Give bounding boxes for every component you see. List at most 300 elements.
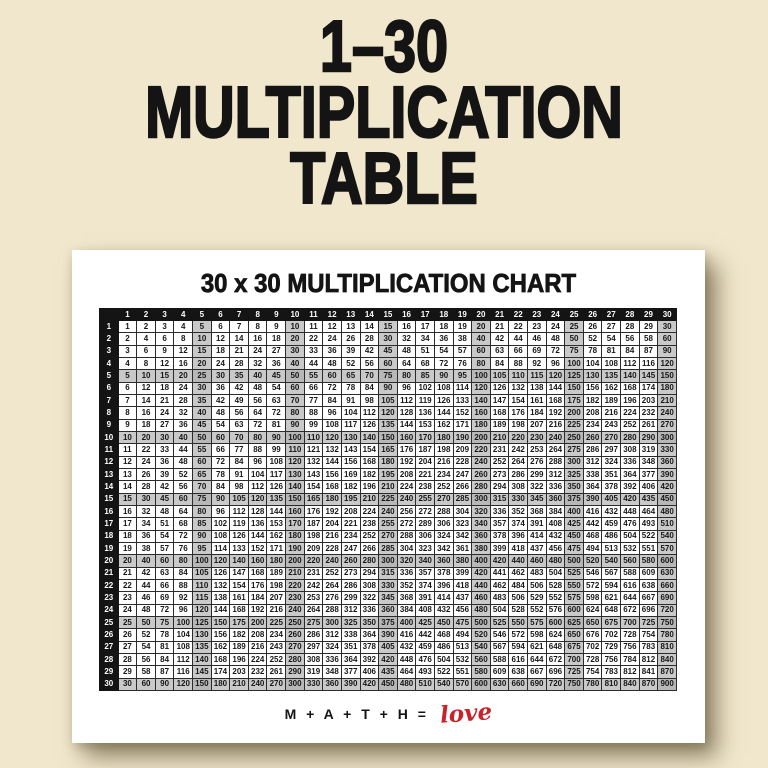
product-cell: 14: [137, 394, 156, 406]
product-cell: 60: [286, 382, 305, 394]
product-cell: 260: [583, 431, 602, 443]
product-cell: 28: [230, 357, 249, 369]
product-cell: 154: [230, 579, 249, 591]
product-cell: 600: [658, 555, 677, 567]
product-cell: 121: [304, 444, 323, 456]
product-cell: 522: [639, 530, 658, 542]
product-cell: 54: [434, 345, 453, 357]
product-cell: 15: [379, 321, 398, 333]
row-header: 5: [100, 370, 119, 382]
product-cell: 270: [602, 431, 621, 443]
product-cell: 57: [155, 542, 174, 554]
product-cell: 180: [472, 419, 491, 431]
product-cell: 405: [602, 493, 621, 505]
col-header: 26: [583, 309, 602, 321]
product-cell: 594: [602, 579, 621, 591]
product-cell: 510: [658, 518, 677, 530]
product-cell: 273: [341, 567, 360, 579]
product-cell: 26: [118, 629, 137, 641]
product-cell: 39: [155, 468, 174, 480]
product-cell: 225: [267, 616, 286, 628]
product-cell: 14: [360, 321, 379, 333]
product-cell: 176: [248, 579, 267, 591]
product-cell: 330: [304, 678, 323, 690]
product-cell: 750: [658, 616, 677, 628]
product-cell: 192: [248, 604, 267, 616]
product-cell: 63: [490, 345, 509, 357]
product-cell: 116: [639, 357, 658, 369]
product-cell: 108: [434, 382, 453, 394]
product-cell: 476: [621, 518, 640, 530]
table-row: [100, 431, 677, 443]
product-cell: 294: [360, 567, 379, 579]
row-header: 8: [100, 407, 119, 419]
col-header: 21: [490, 309, 509, 321]
product-cell: 390: [658, 468, 677, 480]
product-cell: 34: [137, 518, 156, 530]
product-cell: 126: [360, 419, 379, 431]
product-cell: 64: [174, 505, 193, 517]
product-cell: 48: [546, 333, 565, 345]
product-cell: 810: [602, 678, 621, 690]
product-cell: 207: [267, 592, 286, 604]
product-cell: 196: [230, 653, 249, 665]
product-cell: 108: [211, 530, 230, 542]
product-cell: 378: [602, 481, 621, 493]
product-cell: 58: [137, 666, 156, 678]
product-cell: 27: [267, 345, 286, 357]
product-cell: 81: [602, 345, 621, 357]
product-cell: 30: [193, 382, 212, 394]
product-cell: 96: [546, 357, 565, 369]
product-cell: 312: [583, 456, 602, 468]
product-cell: 308: [360, 579, 379, 591]
product-cell: 540: [434, 678, 453, 690]
product-cell: 780: [583, 678, 602, 690]
row-header: 28: [100, 653, 119, 665]
product-cell: 21: [230, 345, 249, 357]
product-cell: 78: [211, 468, 230, 480]
product-cell: 391: [416, 592, 435, 604]
product-cell: 30: [118, 678, 137, 690]
product-cell: 546: [490, 629, 509, 641]
product-cell: 30: [379, 333, 398, 345]
product-cell: 98: [230, 481, 249, 493]
product-cell: 136: [248, 518, 267, 530]
product-cell: 38: [453, 333, 472, 345]
row-header: 13: [100, 468, 119, 480]
product-cell: 50: [565, 333, 584, 345]
product-cell: 210: [379, 481, 398, 493]
col-header: 25: [565, 309, 584, 321]
product-cell: 480: [546, 555, 565, 567]
product-cell: 144: [323, 456, 342, 468]
product-cell: 176: [304, 505, 323, 517]
product-cell: 120: [546, 370, 565, 382]
product-cell: 322: [528, 481, 547, 493]
col-header: 1: [118, 309, 137, 321]
product-cell: 120: [286, 456, 305, 468]
product-cell: 135: [379, 419, 398, 431]
product-cell: 69: [528, 345, 547, 357]
product-cell: 154: [509, 394, 528, 406]
product-cell: 264: [546, 444, 565, 456]
product-cell: 442: [583, 518, 602, 530]
table-row: [100, 629, 677, 641]
product-cell: 448: [397, 653, 416, 665]
product-cell: 60: [155, 555, 174, 567]
product-cell: 84: [490, 357, 509, 369]
product-cell: 325: [341, 616, 360, 628]
product-cell: 66: [304, 382, 323, 394]
product-cell: 750: [565, 678, 584, 690]
product-cell: 221: [341, 518, 360, 530]
product-cell: 570: [658, 542, 677, 554]
col-header: 23: [528, 309, 547, 321]
product-cell: 161: [528, 394, 547, 406]
product-cell: 28: [174, 394, 193, 406]
product-cell: 27: [118, 641, 137, 653]
product-cell: 23: [528, 321, 547, 333]
product-cell: 5: [118, 370, 137, 382]
product-cell: 180: [286, 530, 305, 542]
product-cell: 52: [137, 629, 156, 641]
product-cell: 240: [546, 431, 565, 443]
product-cell: 112: [360, 407, 379, 419]
product-cell: 23: [118, 592, 137, 604]
table-row: [100, 345, 677, 357]
product-cell: 192: [397, 456, 416, 468]
product-cell: 24: [323, 333, 342, 345]
product-cell: 135: [193, 641, 212, 653]
product-cell: 216: [323, 530, 342, 542]
product-cell: 575: [528, 616, 547, 628]
product-cell: 115: [528, 370, 547, 382]
product-cell: 36: [434, 333, 453, 345]
product-cell: 156: [211, 629, 230, 641]
product-cell: 174: [211, 666, 230, 678]
product-cell: 240: [658, 407, 677, 419]
product-cell: 75: [193, 493, 212, 505]
product-cell: 138: [528, 382, 547, 394]
row-header: 7: [100, 394, 119, 406]
product-cell: 100: [193, 555, 212, 567]
product-cell: 132: [304, 456, 323, 468]
product-cell: 690: [528, 678, 547, 690]
product-cell: 176: [397, 444, 416, 456]
product-cell: 384: [397, 604, 416, 616]
table-row: [100, 592, 677, 604]
product-cell: 238: [416, 481, 435, 493]
product-cell: 210: [658, 394, 677, 406]
product-cell: 483: [528, 567, 547, 579]
product-cell: 195: [379, 468, 398, 480]
table-row: [100, 419, 677, 431]
product-cell: 64: [397, 357, 416, 369]
product-cell: 437: [453, 592, 472, 604]
product-cell: 125: [565, 370, 584, 382]
product-cell: 28: [118, 653, 137, 665]
product-cell: 154: [304, 481, 323, 493]
product-cell: 130: [193, 629, 212, 641]
product-cell: 621: [602, 592, 621, 604]
product-cell: 348: [323, 666, 342, 678]
product-cell: 638: [509, 666, 528, 678]
product-cell: 208: [341, 505, 360, 517]
product-cell: 660: [509, 678, 528, 690]
product-cell: 324: [602, 456, 621, 468]
product-cell: 400: [472, 555, 491, 567]
product-cell: 325: [565, 468, 584, 480]
product-cell: 22: [304, 333, 323, 345]
table-row: [100, 579, 677, 591]
row-header: 6: [100, 382, 119, 394]
product-cell: 112: [248, 481, 267, 493]
product-cell: 209: [453, 444, 472, 456]
product-cell: 420: [472, 567, 491, 579]
product-cell: 460: [472, 592, 491, 604]
product-cell: 203: [230, 666, 249, 678]
product-cell: 360: [379, 604, 398, 616]
product-cell: 99: [267, 444, 286, 456]
product-cell: 78: [341, 382, 360, 394]
product-cell: 336: [323, 653, 342, 665]
product-cell: 420: [490, 555, 509, 567]
product-cell: 456: [546, 542, 565, 554]
product-cell: 286: [583, 444, 602, 456]
product-cell: 560: [621, 555, 640, 567]
product-cell: 84: [174, 567, 193, 579]
product-cell: 160: [248, 555, 267, 567]
product-cell: 147: [490, 394, 509, 406]
col-header: 18: [434, 309, 453, 321]
product-cell: 42: [360, 345, 379, 357]
product-cell: 11: [118, 444, 137, 456]
product-cell: 87: [639, 345, 658, 357]
product-cell: 493: [639, 518, 658, 530]
product-cell: 175: [230, 616, 249, 628]
product-cell: 630: [658, 567, 677, 579]
product-cell: 90: [193, 530, 212, 542]
product-cell: 72: [434, 357, 453, 369]
product-cell: 520: [583, 555, 602, 567]
product-cell: 728: [583, 653, 602, 665]
product-cell: 130: [583, 370, 602, 382]
product-cell: 630: [490, 678, 509, 690]
product-cell: 184: [528, 407, 547, 419]
product-cell: 320: [472, 505, 491, 517]
product-cell: 696: [546, 666, 565, 678]
product-cell: 112: [174, 653, 193, 665]
table-row: [100, 542, 677, 554]
product-cell: 126: [434, 394, 453, 406]
product-cell: 242: [509, 444, 528, 456]
product-cell: 171: [267, 542, 286, 554]
product-cell: 728: [621, 629, 640, 641]
product-cell: 7: [118, 394, 137, 406]
product-cell: 100: [565, 357, 584, 369]
col-header: 15: [379, 309, 398, 321]
product-cell: 540: [658, 530, 677, 542]
product-cell: 285: [379, 542, 398, 554]
product-cell: 506: [528, 579, 547, 591]
product-cell: 500: [565, 555, 584, 567]
product-cell: 88: [174, 579, 193, 591]
product-cell: 68: [416, 357, 435, 369]
product-cell: 40: [286, 357, 305, 369]
product-cell: 75: [155, 616, 174, 628]
product-cell: 198: [267, 579, 286, 591]
product-cell: 152: [248, 542, 267, 554]
product-cell: 459: [602, 518, 621, 530]
product-cell: 552: [546, 592, 565, 604]
col-header: 14: [360, 309, 379, 321]
product-cell: 432: [602, 505, 621, 517]
product-cell: 255: [379, 518, 398, 530]
product-cell: 319: [304, 666, 323, 678]
product-cell: 189: [230, 641, 249, 653]
product-cell: 392: [360, 653, 379, 665]
product-cell: 280: [360, 555, 379, 567]
product-cell: 140: [230, 555, 249, 567]
poster-title: [77, 7, 691, 219]
product-cell: 13: [118, 468, 137, 480]
product-cell: 532: [453, 653, 472, 665]
product-cell: 234: [341, 530, 360, 542]
product-cell: 105: [379, 394, 398, 406]
product-cell: 60: [379, 357, 398, 369]
row-header: 18: [100, 530, 119, 542]
product-cell: 170: [286, 518, 305, 530]
row-header: 2: [100, 333, 119, 345]
row-header: 9: [100, 419, 119, 431]
product-cell: 486: [434, 641, 453, 653]
product-cell: 756: [621, 641, 640, 653]
product-cell: 60: [174, 493, 193, 505]
product-cell: 812: [621, 666, 640, 678]
product-cell: 36: [323, 345, 342, 357]
product-cell: 24: [137, 456, 156, 468]
product-cell: 272: [397, 518, 416, 530]
product-cell: 330: [658, 444, 677, 456]
product-cell: 252: [490, 456, 509, 468]
product-cell: 19: [453, 321, 472, 333]
product-cell: 624: [546, 629, 565, 641]
product-cell: 667: [639, 592, 658, 604]
product-cell: 140: [621, 370, 640, 382]
table-row: [100, 666, 677, 678]
product-cell: 99: [304, 419, 323, 431]
product-cell: 84: [323, 394, 342, 406]
product-cell: 132: [323, 444, 342, 456]
product-cell: 234: [267, 629, 286, 641]
product-cell: 15: [193, 345, 212, 357]
product-cell: 288: [434, 505, 453, 517]
product-cell: 486: [602, 530, 621, 542]
product-cell: 190: [286, 542, 305, 554]
product-cell: 187: [304, 518, 323, 530]
product-cell: 84: [360, 382, 379, 394]
product-cell: 550: [509, 616, 528, 628]
product-cell: 290: [286, 666, 305, 678]
product-cell: 374: [416, 579, 435, 591]
product-cell: 144: [267, 505, 286, 517]
product-cell: 162: [434, 419, 453, 431]
product-cell: 420: [360, 678, 379, 690]
product-cell: 24: [211, 357, 230, 369]
product-cell: 216: [248, 641, 267, 653]
product-cell: 264: [323, 579, 342, 591]
product-cell: 140: [360, 431, 379, 443]
product-cell: 220: [304, 555, 323, 567]
product-cell: 275: [304, 616, 323, 628]
product-cell: 140: [472, 394, 491, 406]
product-cell: 572: [583, 579, 602, 591]
product-cell: 102: [211, 518, 230, 530]
product-cell: 9: [155, 345, 174, 357]
product-cell: 44: [137, 579, 156, 591]
product-cell: 783: [602, 666, 621, 678]
product-cell: 169: [341, 468, 360, 480]
product-cell: 351: [341, 641, 360, 653]
product-cell: 18: [267, 333, 286, 345]
product-cell: 8: [118, 407, 137, 419]
product-cell: 308: [509, 481, 528, 493]
product-cell: 20: [137, 431, 156, 443]
product-cell: 476: [416, 653, 435, 665]
row-header: 11: [100, 444, 119, 456]
product-cell: 14: [118, 481, 137, 493]
product-cell: 116: [174, 666, 193, 678]
product-cell: 114: [453, 382, 472, 394]
product-cell: 112: [230, 505, 249, 517]
product-cell: 702: [583, 641, 602, 653]
product-cell: 493: [416, 666, 435, 678]
product-cell: 650: [583, 616, 602, 628]
product-cell: 45: [193, 419, 212, 431]
table-row: [100, 407, 677, 419]
product-cell: 551: [639, 542, 658, 554]
product-cell: 551: [453, 666, 472, 678]
product-cell: 162: [267, 530, 286, 542]
product-cell: 345: [379, 592, 398, 604]
product-cell: 44: [174, 444, 193, 456]
product-cell: 408: [546, 518, 565, 530]
product-cell: 39: [341, 345, 360, 357]
table-row: [100, 567, 677, 579]
product-cell: 228: [323, 542, 342, 554]
product-cell: 240: [379, 505, 398, 517]
product-cell: 462: [509, 567, 528, 579]
product-cell: 420: [621, 493, 640, 505]
product-cell: 87: [155, 666, 174, 678]
product-cell: 168: [211, 653, 230, 665]
brand-text: M + A + T + H =: [284, 706, 429, 722]
product-cell: 725: [565, 666, 584, 678]
product-cell: 130: [341, 431, 360, 443]
product-cell: 546: [583, 567, 602, 579]
col-header: 2: [137, 309, 156, 321]
col-header: 22: [509, 309, 528, 321]
row-header: 21: [100, 567, 119, 579]
table-row: [100, 505, 677, 517]
product-cell: 168: [230, 604, 249, 616]
product-cell: 336: [360, 604, 379, 616]
product-cell: 450: [434, 616, 453, 628]
product-cell: 60: [137, 678, 156, 690]
product-cell: 92: [528, 357, 547, 369]
product-cell: 36: [137, 530, 156, 542]
